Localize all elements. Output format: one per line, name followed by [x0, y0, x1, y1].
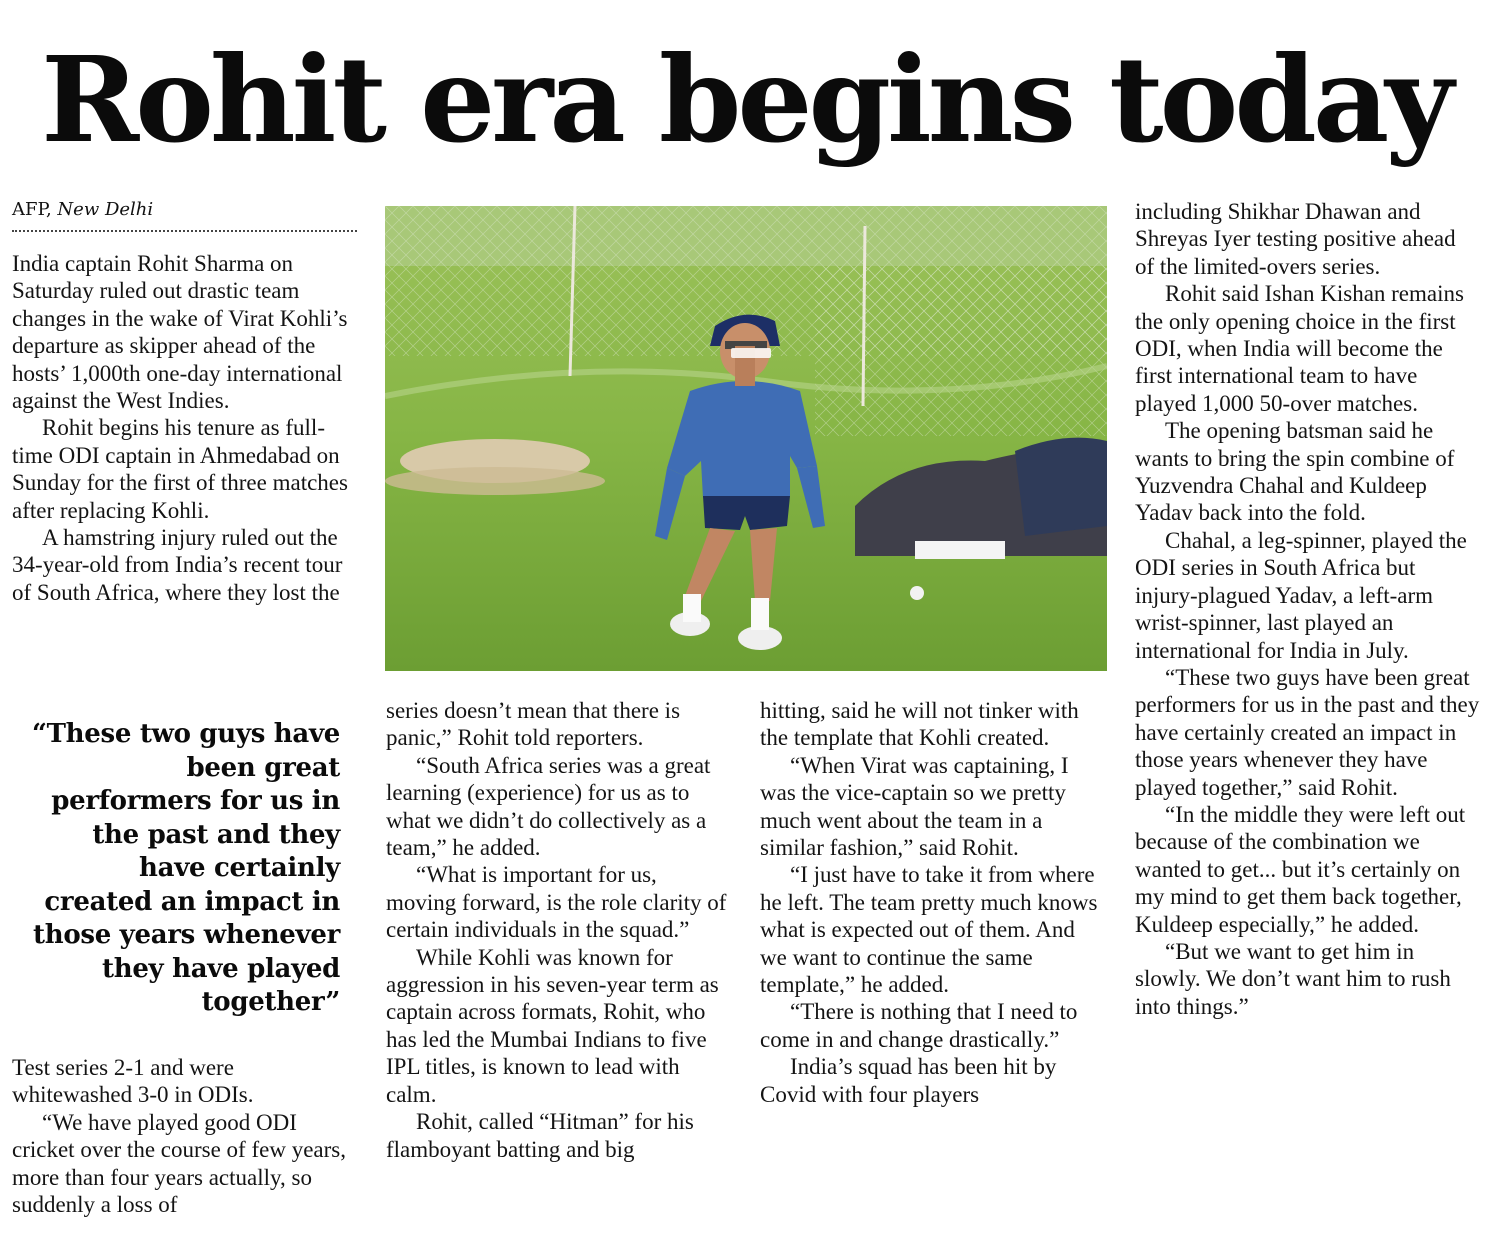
column-2 [386, 697, 731, 1163]
paragraph: “We have played good ODI cricket over the course of few years, more than four years actually, so suddenly a loss of [12, 1109, 346, 1218]
paragraph: including Shikhar Dhawan and Shreyas Iyer testing positive ahead of the limited-overs series. [1135, 199, 1456, 279]
paragraph: India captain Rohit Sharma on Saturday ruled out drastic team changes in the wake of Virat Kohli’s departure as skipper ahead of the hosts’ 1,000th one-day international against the West Indies. [12, 251, 348, 414]
paragraph: Test series 2-1 and were whitewashed 3-0 in ODIs. [12, 1055, 254, 1108]
byline [12, 198, 357, 222]
column-1-top [12, 250, 352, 606]
paragraph: “There is nothing that I need to come in and change drastically.” [760, 999, 1078, 1052]
column-3 [760, 697, 1105, 1108]
pull-quote: “These two guys have been great performers for us in the past and they have certainly created an impact in those years whenever they have played together” [31, 719, 340, 1017]
byline-agency: AFP, [12, 199, 52, 220]
paragraph: Rohit said Ishan Kishan remains the only opening choice in the first ODI, when India will become the first international team to have played 1,000 50-over matches. [1135, 281, 1464, 416]
paragraph: “I just have to take it from where he left. The team pretty much knows what is expected out of them. And we want to continue the same template,” he added. [760, 862, 1098, 998]
paragraph: “These two guys have been great performers for us in the past and they have certainly created an impact in those years whenever they have played together,” said Rohit. [1135, 664, 1480, 800]
headline: Rohit era begins today [41, 30, 1450, 169]
paragraph: “When Virat was captaining, I was the vice-captain so we pretty much went about the team in a similar fashion,” said Rohit. [760, 752, 1069, 861]
paragraph: hitting, said he will not tinker with the template that Kohli created. [760, 698, 1079, 751]
byline-place: New Delhi [57, 199, 154, 220]
paragraph: While Kohli was known for aggression in his seven-year term as captain across formats, Rohit, who has led the Mumbai Indians to five IPL titles, is known to lead with calm. [386, 944, 719, 1107]
column-4 [1135, 198, 1480, 1020]
news-photo [385, 206, 1107, 671]
paragraph: Rohit, called “Hitman” for his flamboyant batting and big [386, 1109, 694, 1162]
paragraph: India’s squad has been hit by Covid with four players [760, 1054, 1057, 1107]
paragraph: The opening batsman said he wants to bring the spin combine of Yuzvendra Chahal and Kuldeep Yadav back into the fold. [1135, 418, 1455, 526]
paragraph: “But we want to get him in slowly. We don’t want him to rush into things.” [1135, 938, 1451, 1019]
paragraph: “What is important for us, moving forward, is the role clarity of certain individuals in the squad.” [386, 862, 727, 943]
paragraph: series doesn’t mean that there is panic,” Rohit told reporters. [386, 698, 681, 751]
paragraph: Rohit begins his tenure as full-time ODI captain in Ahmedabad on Sunday for the first of three matches after replacing Kohli. [12, 415, 348, 523]
paragraph: “South Africa series was a great learning (experience) for us as to what we didn’t do collectively as a team,” he added. [386, 752, 711, 861]
paragraph: Chahal, a leg-spinner, played the ODI series in South Africa but injury-plagued Yadav, a left-arm wrist-spinner, last played an international for India in July. [1135, 527, 1467, 663]
paragraph: A hamstring injury ruled out the 34-year-old from India’s recent tour of South Africa, where they lost the [12, 525, 343, 605]
paragraph: “In the middle they were left out because of the combination we wanted to get... but it’s certainly on my mind to get them back together, Kuldeep especially,” he added. [1135, 801, 1466, 937]
byline-divider [12, 230, 357, 232]
column-1-bottom [12, 1054, 352, 1218]
